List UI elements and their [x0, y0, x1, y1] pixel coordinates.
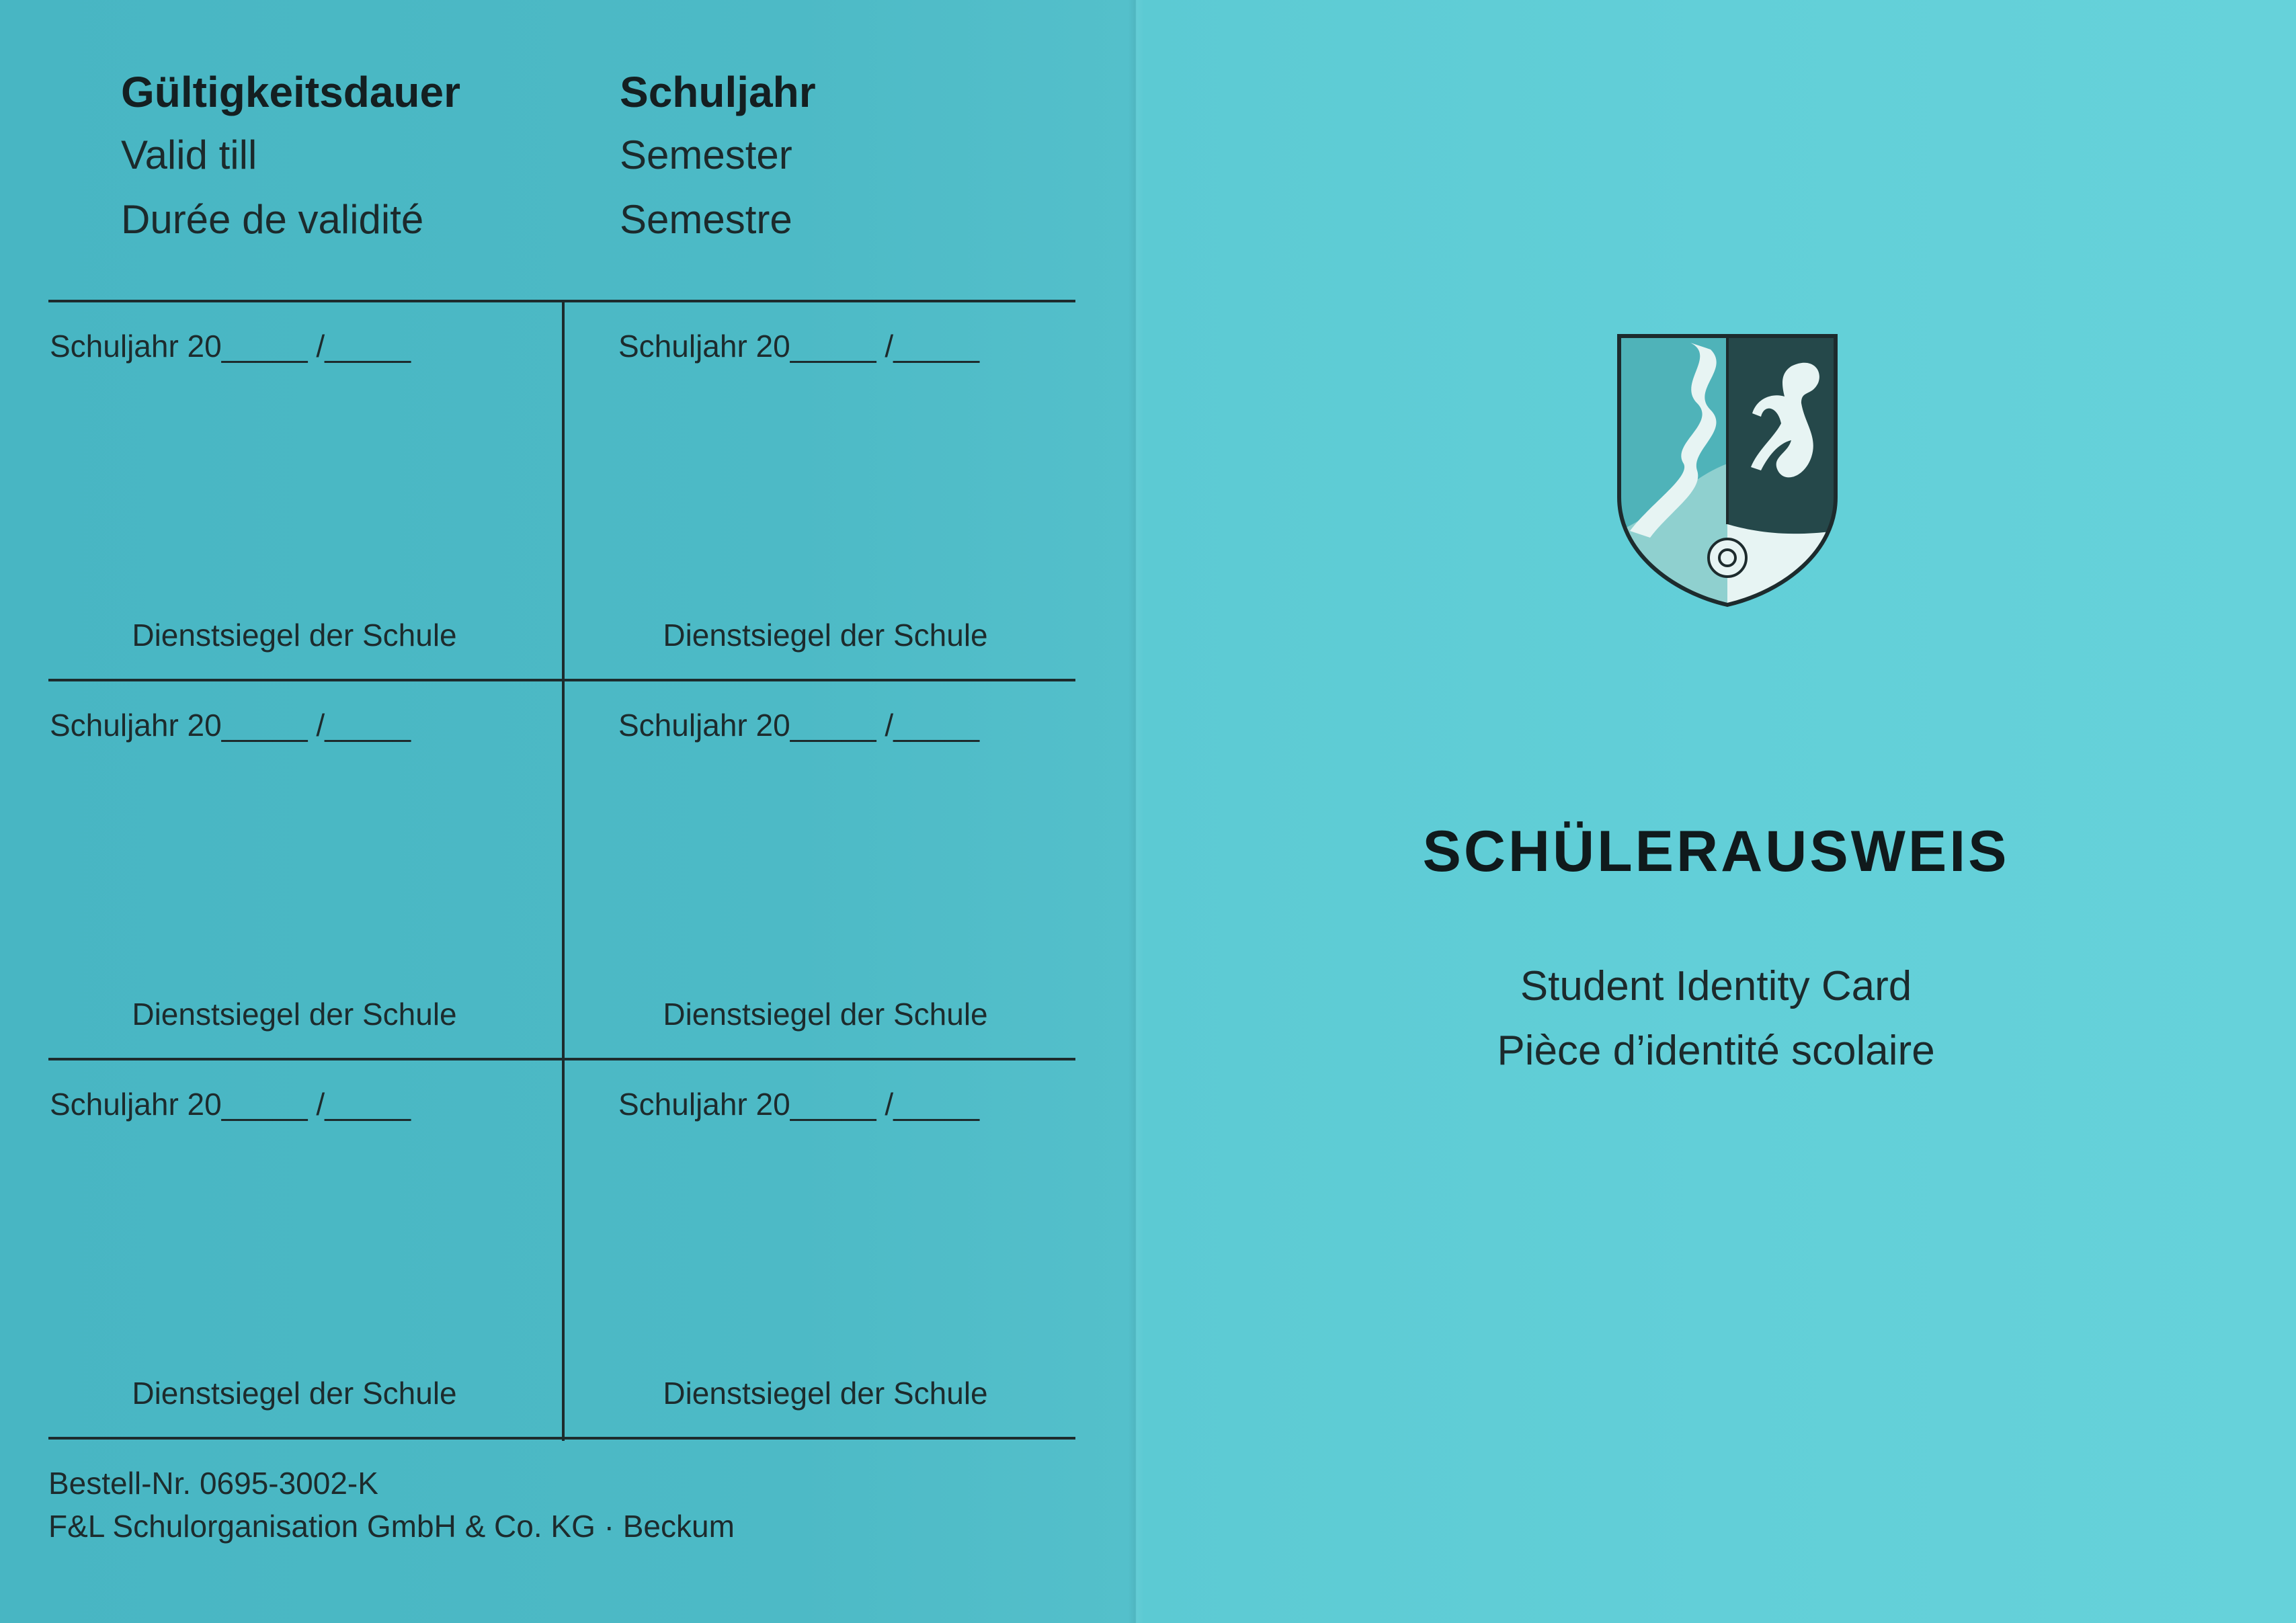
semester-en: Semester: [620, 132, 792, 177]
publisher-line: F&L Schulorganisation GmbH & Co. KG · Beckum: [48, 1509, 735, 1544]
grid-line-vertical: [562, 300, 565, 1441]
school-seal-label: Dienstsiegel der Schule: [663, 1376, 988, 1411]
school-year-title: Schuljahr: [620, 68, 816, 116]
school-year-field[interactable]: Schuljahr 20_____ /_____: [618, 708, 980, 743]
school-seal-label: Dienstsiegel der Schule: [663, 997, 988, 1032]
school-year-field[interactable]: Schuljahr 20_____ /_____: [50, 1087, 411, 1122]
school-seal-label: Dienstsiegel der Schule: [663, 618, 988, 653]
school-year-field[interactable]: Schuljahr 20_____ /_____: [50, 329, 411, 364]
card-fold: [1128, 0, 1144, 1623]
cover-page: [1136, 0, 2296, 1623]
validity-en: Valid till: [121, 132, 257, 177]
card-title: SCHÜLERAUSWEIS: [1422, 819, 2010, 884]
school-year-field[interactable]: Schuljahr 20_____ /_____: [618, 1087, 980, 1122]
order-number: Bestell-Nr. 0695-3002-K: [48, 1466, 378, 1501]
school-seal-label: Dienstsiegel der Schule: [132, 1376, 457, 1411]
validity-title: Gültigkeitsdauer: [121, 68, 460, 116]
semester-fr: Semestre: [620, 197, 792, 242]
school-year-field[interactable]: Schuljahr 20_____ /_____: [50, 708, 411, 743]
nrw-coat-of-arms-icon: [1610, 329, 1845, 612]
card-subtitle-fr: Pièce d’identité scolaire: [1497, 1028, 1935, 1074]
school-seal-label: Dienstsiegel der Schule: [132, 997, 457, 1032]
card-subtitle-en: Student Identity Card: [1520, 963, 1912, 1009]
validity-fr: Durée de validité: [121, 197, 424, 242]
school-year-field[interactable]: Schuljahr 20_____ /_____: [618, 329, 980, 364]
school-seal-label: Dienstsiegel der Schule: [132, 618, 457, 653]
